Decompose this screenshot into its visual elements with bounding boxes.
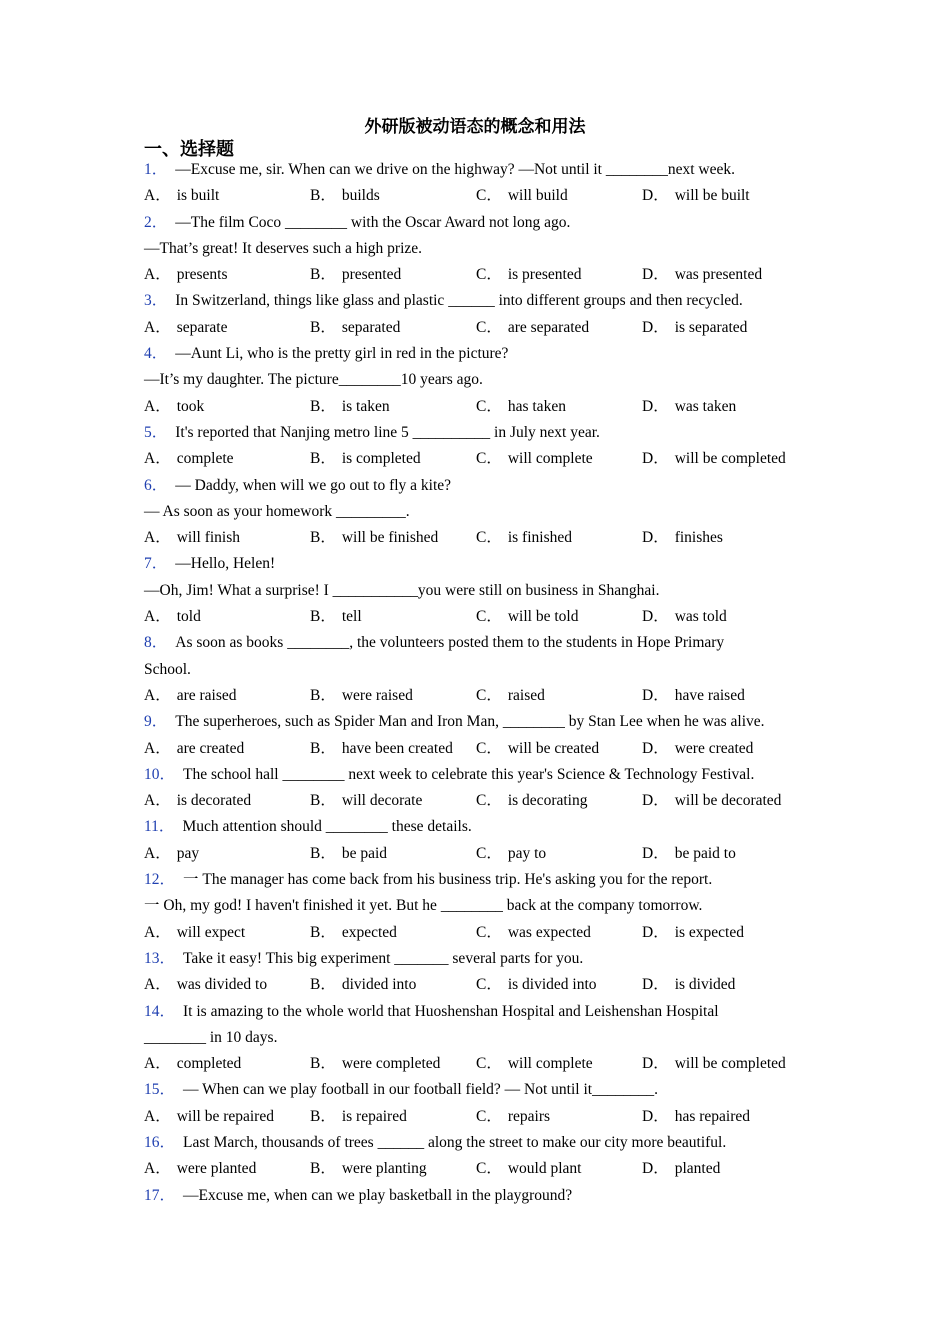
option-letter: B． (310, 450, 336, 468)
question-item (144, 630, 824, 709)
option-letter: A． (144, 318, 171, 336)
option-letter: A． (144, 450, 171, 468)
answer-option (642, 446, 812, 472)
option-letter: C． (476, 686, 502, 704)
option-text: were created (674, 739, 754, 757)
option-text: is separated (674, 318, 748, 336)
answer-option (476, 972, 642, 998)
question-number: 1． (144, 161, 168, 178)
option-letter: A． (144, 739, 171, 757)
question-text: —Hello, Helen! (175, 555, 276, 573)
option-letter: A． (144, 792, 171, 810)
answer-option (476, 604, 642, 630)
option-text: builds (341, 187, 380, 205)
question-number: 12． (144, 871, 176, 889)
option-text: told (176, 608, 201, 626)
question-number: 17． (144, 1186, 176, 1204)
question-number: 3． (144, 292, 168, 310)
question-text: The school hall ________ next week to celebrate this year's Science & Technology Festival. (183, 765, 755, 783)
option-letter: D． (642, 450, 669, 468)
option-text: will be finished (341, 529, 439, 547)
question-stem-continued (144, 893, 824, 919)
answer-option (476, 736, 642, 762)
option-text: pay (176, 844, 200, 862)
option-text: will be told (507, 608, 579, 626)
question-text: —Aunt Li, who is the pretty girl in red in the picture? (175, 345, 509, 363)
option-letter: A． (144, 923, 171, 941)
answer-option (144, 841, 310, 867)
option-letter: D． (642, 739, 669, 757)
answer-options (144, 604, 824, 630)
option-letter: D． (642, 1107, 669, 1125)
option-text: will expect (176, 923, 246, 941)
question-text: 一 Oh, my god! I haven't finished it yet. But he ________ back at the company tomorrow. (144, 897, 703, 915)
answer-option (476, 683, 642, 709)
question-stem (144, 709, 824, 735)
option-letter: C． (476, 608, 502, 626)
option-text: was presented (674, 266, 763, 284)
answer-options (144, 972, 824, 998)
answer-option (144, 788, 310, 814)
option-letter: A． (144, 608, 171, 626)
option-text: completed (176, 1055, 242, 1073)
answer-option (642, 788, 812, 814)
question-item (144, 946, 824, 999)
question-text: In Switzerland, things like glass and plastic ______ into different groups and then recycled. (175, 292, 743, 310)
question-text: The superheroes, such as Spider Man and Iron Man, ________ by Stan Lee when he was alive. (175, 713, 765, 731)
question-text: It is amazing to the whole world that Huoshenshan Hospital and Leishenshan Hospital (183, 1002, 719, 1020)
question-item (144, 1077, 824, 1130)
option-letter: A． (144, 686, 171, 704)
question-stem (144, 762, 824, 788)
option-text: will build (507, 187, 568, 205)
answer-option (144, 736, 310, 762)
option-text: presents (176, 266, 228, 284)
answer-option (310, 972, 476, 998)
option-letter: B． (310, 844, 336, 862)
answer-option (642, 1051, 812, 1077)
question-text: School. (144, 660, 191, 678)
question-number: 2． (144, 213, 168, 231)
option-letter: B． (310, 266, 336, 284)
option-letter: B． (310, 923, 336, 941)
answer-options (144, 394, 824, 420)
answer-option (476, 525, 642, 551)
question-text: Last March, thousands of trees ______ along the street to make our city more beautiful. (183, 1133, 727, 1151)
question-stem (144, 999, 824, 1025)
option-text: is repaired (341, 1107, 407, 1125)
question-stem (144, 210, 824, 236)
answer-option (144, 525, 310, 551)
option-text: were raised (341, 686, 413, 704)
answer-option (476, 920, 642, 946)
option-text: is completed (341, 450, 421, 468)
option-text: will complete (507, 450, 593, 468)
question-item (144, 341, 824, 420)
question-list (144, 157, 824, 1209)
option-letter: B． (310, 529, 336, 547)
question-number: 10． (144, 765, 176, 783)
option-text: has repaired (674, 1107, 751, 1125)
option-letter: C． (476, 187, 502, 205)
option-text: was expected (507, 923, 591, 941)
question-item (144, 814, 824, 867)
option-text: were planting (341, 1160, 427, 1178)
option-letter: D． (642, 1055, 669, 1073)
answer-option (310, 315, 476, 341)
option-text: is expected (674, 923, 744, 941)
option-letter: A． (144, 1055, 171, 1073)
answer-option (642, 1104, 812, 1130)
option-text: will complete (507, 1055, 593, 1073)
question-item (144, 1183, 824, 1209)
question-stem (144, 630, 824, 656)
answer-option (642, 604, 812, 630)
answer-option (642, 525, 812, 551)
option-letter: B． (310, 608, 336, 626)
question-stem (144, 420, 824, 446)
answer-options (144, 446, 824, 472)
option-letter: D． (642, 318, 669, 336)
section-heading: 一、选择题 (144, 139, 234, 159)
option-text: has taken (507, 397, 566, 415)
answer-option (476, 315, 642, 341)
question-number: 4． (144, 345, 168, 363)
answer-option (310, 920, 476, 946)
option-text: was told (674, 608, 727, 626)
question-item (144, 709, 824, 762)
question-text: —Excuse me, sir. When can we drive on the highway? —Not until it ________next week. (175, 161, 736, 178)
option-letter: C． (476, 792, 502, 810)
question-stem-continued (144, 1025, 824, 1051)
option-letter: A． (144, 844, 171, 862)
option-letter: A． (144, 529, 171, 547)
question-stem (144, 867, 824, 893)
option-letter: A． (144, 187, 171, 205)
option-letter: B． (310, 397, 336, 415)
option-letter: C． (476, 923, 502, 941)
question-text: — As soon as your homework _________. (144, 502, 410, 520)
question-stem (144, 551, 824, 577)
answer-option (642, 315, 812, 341)
answer-option (310, 1104, 476, 1130)
option-text: is presented (507, 266, 582, 284)
answer-option (144, 604, 310, 630)
option-letter: A． (144, 1107, 171, 1125)
question-text: As soon as books ________, the volunteers posted them to the students in Hope Primary (175, 634, 725, 652)
question-number: 15． (144, 1081, 176, 1099)
question-item (144, 867, 824, 946)
option-letter: D． (642, 529, 669, 547)
answer-option (476, 1104, 642, 1130)
option-text: pay to (507, 844, 547, 862)
option-text: have raised (674, 686, 745, 704)
answer-option (476, 446, 642, 472)
question-item (144, 420, 824, 473)
question-number: 6． (144, 476, 168, 494)
answer-options (144, 262, 824, 288)
option-text: took (176, 397, 205, 415)
answer-option (144, 1104, 310, 1130)
question-number: 11． (144, 818, 175, 836)
option-letter: C． (476, 1160, 502, 1178)
option-letter: C． (476, 1107, 502, 1125)
question-stem (144, 157, 824, 183)
option-letter: B． (310, 187, 336, 205)
question-text: — Daddy, when will we go out to fly a kite? (175, 476, 452, 494)
answer-option (476, 1156, 642, 1182)
answer-option (144, 920, 310, 946)
question-text: —The film Coco ________ with the Oscar Award not long ago. (175, 213, 571, 231)
question-number: 5． (144, 423, 168, 441)
question-item (144, 288, 824, 341)
option-text: is finished (507, 529, 572, 547)
option-text: was divided to (176, 976, 268, 994)
option-letter: D． (642, 397, 669, 415)
option-letter: B． (310, 792, 336, 810)
answer-option (642, 841, 812, 867)
answer-option (642, 183, 812, 209)
option-text: were planted (176, 1160, 257, 1178)
option-letter: C． (476, 450, 502, 468)
answer-options (144, 736, 824, 762)
question-stem-continued (144, 499, 824, 525)
option-text: complete (176, 450, 234, 468)
option-text: will be repaired (176, 1107, 274, 1125)
option-letter: C． (476, 844, 502, 862)
question-text: —Excuse me, when can we play basketball in the playground? (183, 1186, 573, 1204)
answer-option (642, 736, 812, 762)
option-letter: D． (642, 976, 669, 994)
answer-option (642, 394, 812, 420)
option-text: will be built (674, 187, 750, 205)
question-number: 14． (144, 1002, 176, 1020)
question-stem (144, 288, 824, 314)
answer-option (144, 315, 310, 341)
option-text: will decorate (341, 792, 423, 810)
question-stem (144, 814, 824, 840)
option-text: is taken (341, 397, 390, 415)
answer-option (476, 183, 642, 209)
question-stem (144, 1077, 824, 1103)
option-letter: A． (144, 397, 171, 415)
option-text: will be completed (674, 1055, 786, 1073)
answer-option (310, 1051, 476, 1077)
answer-options (144, 1104, 824, 1130)
option-letter: C． (476, 976, 502, 994)
option-text: were completed (341, 1055, 441, 1073)
option-letter: D． (642, 608, 669, 626)
answer-option (476, 262, 642, 288)
answer-option (642, 972, 812, 998)
option-text: will be decorated (674, 792, 782, 810)
option-letter: A． (144, 1160, 171, 1178)
option-letter: B． (310, 976, 336, 994)
answer-option (476, 788, 642, 814)
option-letter: D． (642, 266, 669, 284)
answer-option (144, 446, 310, 472)
answer-option (310, 683, 476, 709)
option-letter: D． (642, 844, 669, 862)
question-item (144, 210, 824, 289)
option-text: be paid (341, 844, 388, 862)
answer-options (144, 841, 824, 867)
answer-option (310, 788, 476, 814)
option-text: separate (176, 318, 228, 336)
question-stem-continued (144, 236, 824, 262)
option-letter: D． (642, 923, 669, 941)
answer-option (642, 920, 812, 946)
question-item (144, 1130, 824, 1183)
question-text: 一 The manager has come back from his business trip. He's asking you for the report. (183, 871, 713, 889)
answer-option (144, 1156, 310, 1182)
answer-option (310, 525, 476, 551)
option-letter: B． (310, 318, 336, 336)
option-text: presented (341, 266, 402, 284)
option-text: are raised (176, 686, 237, 704)
option-letter: B． (310, 1055, 336, 1073)
answer-option (310, 1156, 476, 1182)
question-stem-continued (144, 578, 824, 604)
answer-option (310, 394, 476, 420)
question-item (144, 551, 824, 630)
question-item (144, 999, 824, 1078)
question-item (144, 473, 824, 552)
option-letter: D． (642, 187, 669, 205)
answer-option (144, 394, 310, 420)
option-letter: B． (310, 1107, 336, 1125)
answer-options (144, 183, 824, 209)
answer-option (310, 446, 476, 472)
option-text: have been created (341, 739, 453, 757)
answer-options (144, 1051, 824, 1077)
answer-option (144, 183, 310, 209)
option-text: is divided (674, 976, 736, 994)
option-letter: B． (310, 739, 336, 757)
question-text: It's reported that Nanjing metro line 5 __________ in July next year. (175, 423, 600, 441)
answer-options (144, 920, 824, 946)
answer-option (144, 1051, 310, 1077)
answer-option (310, 604, 476, 630)
answer-option (310, 183, 476, 209)
question-text: —It’s my daughter. The picture________10 years ago. (144, 371, 483, 389)
option-letter: C． (476, 318, 502, 336)
answer-option (144, 972, 310, 998)
option-letter: C． (476, 529, 502, 547)
option-letter: C． (476, 266, 502, 284)
option-letter: A． (144, 266, 171, 284)
answer-option (476, 841, 642, 867)
answer-options (144, 1156, 824, 1182)
option-letter: C． (476, 397, 502, 415)
question-item (144, 157, 824, 210)
option-text: will finish (176, 529, 240, 547)
answer-options (144, 315, 824, 341)
answer-option (310, 736, 476, 762)
question-number: 16． (144, 1133, 176, 1151)
question-stem (144, 341, 824, 367)
option-text: would plant (507, 1160, 582, 1178)
question-stem-continued (144, 657, 824, 683)
option-text: expected (341, 923, 397, 941)
answer-option (642, 683, 812, 709)
answer-option (310, 262, 476, 288)
answer-option (144, 683, 310, 709)
option-text: will be created (507, 739, 600, 757)
question-stem (144, 473, 824, 499)
answer-option (144, 262, 310, 288)
option-text: separated (341, 318, 401, 336)
question-stem-continued (144, 367, 824, 393)
question-text: —That’s great! It deserves such a high prize. (144, 239, 423, 257)
option-letter: D． (642, 1160, 669, 1178)
option-text: will be completed (674, 450, 786, 468)
option-text: be paid to (674, 844, 736, 862)
answer-option (642, 1156, 812, 1182)
option-text: was taken (674, 397, 737, 415)
option-text: are separated (507, 318, 590, 336)
option-letter: C． (476, 739, 502, 757)
option-text: is decorated (176, 792, 252, 810)
answer-options (144, 683, 824, 709)
question-stem (144, 1183, 824, 1209)
answer-options (144, 788, 824, 814)
option-text: finishes (674, 529, 723, 547)
option-text: is decorating (507, 792, 588, 810)
option-text: divided into (341, 976, 417, 994)
option-text: raised (507, 686, 545, 704)
option-text: repairs (507, 1107, 551, 1125)
question-text: — When can we play football in our football field? — Not until it________. (183, 1081, 658, 1099)
question-text: Much attention should ________ these details. (182, 818, 472, 836)
answer-option (642, 262, 812, 288)
question-stem (144, 1130, 824, 1156)
answer-option (476, 394, 642, 420)
question-stem (144, 946, 824, 972)
option-text: are created (176, 739, 245, 757)
option-letter: B． (310, 1160, 336, 1178)
question-number: 9． (144, 713, 168, 731)
answer-option (476, 1051, 642, 1077)
option-letter: D． (642, 686, 669, 704)
option-letter: B． (310, 686, 336, 704)
option-text: is divided into (507, 976, 597, 994)
question-item (144, 762, 824, 815)
question-text: —Oh, Jim! What a surprise! I ___________you were still on business in Shanghai. (144, 581, 660, 599)
option-text: tell (341, 608, 362, 626)
option-letter: D． (642, 792, 669, 810)
option-letter: C． (476, 1055, 502, 1073)
question-text: Take it easy! This big experiment _______ several parts for you. (183, 949, 584, 967)
option-text: is built (176, 187, 220, 205)
document-title: 外研版被动语态的概念和用法 (364, 117, 586, 136)
answer-option (310, 841, 476, 867)
option-letter: A． (144, 976, 171, 994)
question-number: 8． (144, 634, 168, 652)
option-text: planted (674, 1160, 721, 1178)
question-number: 7． (144, 555, 168, 573)
question-number: 13． (144, 949, 176, 967)
answer-options (144, 525, 824, 551)
question-text: ________ in 10 days. (144, 1028, 278, 1046)
